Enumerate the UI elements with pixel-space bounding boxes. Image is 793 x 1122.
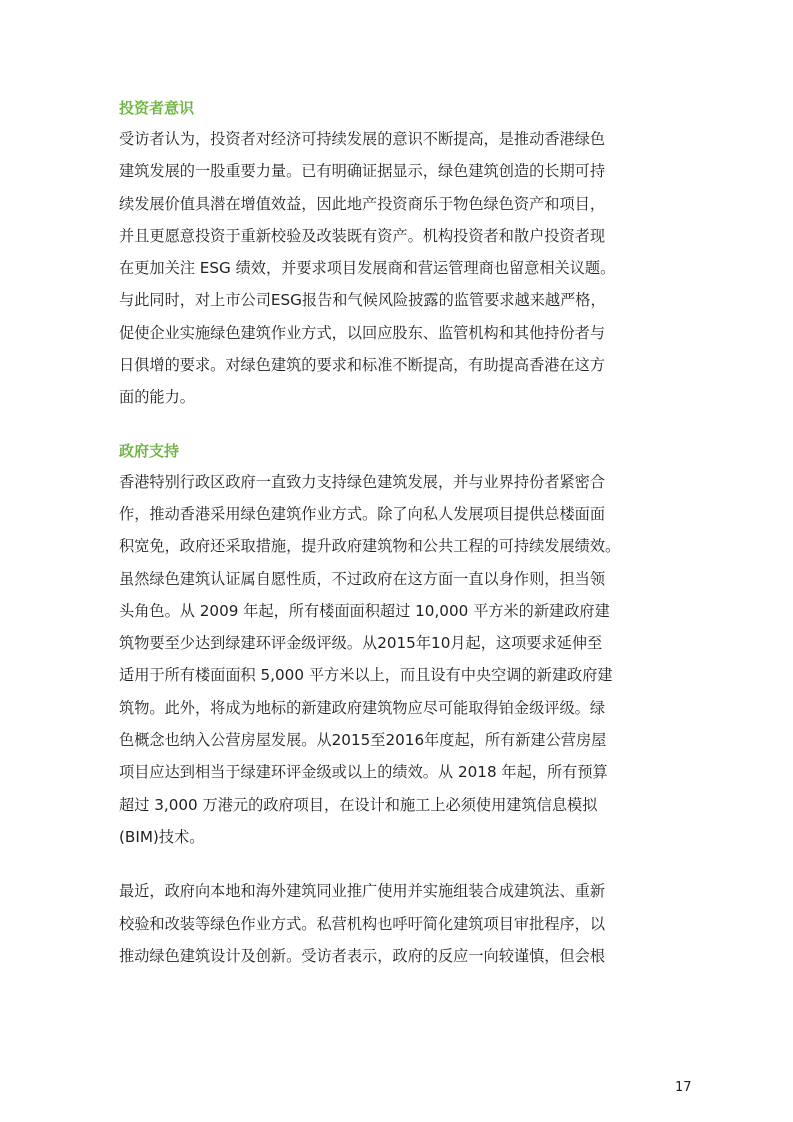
text-line: 作，推动香港采用绿色建筑作业方式。除了向私人发展项目提供总楼面面	[119, 504, 605, 523]
page-number: 17	[675, 1080, 692, 1095]
text-line: 筑物要至少达到绿建环评金级评级。从2015年10月起，这项要求延伸至	[119, 634, 603, 653]
text-line: 并且更愿意投资于重新校验及改装既有资产。机构投资者和散户投资者现	[119, 226, 605, 245]
text-line: 受访者认为，投资者对经济可持续发展的意识不断提高，是推动香港绿色	[119, 130, 605, 148]
text-line: 超过 3,000 万港元的政府项目，在设计和施工上必须使用建筑信息模拟	[119, 795, 598, 814]
page-content	[119, 93, 693, 972]
text-line: 头角色。从 2009 年起，所有楼面面积超过 10,000 平方米的新建政府建	[119, 601, 610, 620]
text-line: 促使企业实施绿色建筑作业方式，以回应股东、监管机构和其他持份者与	[119, 323, 605, 342]
text-line: 日俱增的要求。对绿色建筑的要求和标准不断提高，有助提高香港在这方	[119, 356, 605, 375]
text-line: 校验和改装等绿色作业方式。私营机构也呼吁简化建筑项目审批程序，以	[119, 914, 605, 933]
text-line: 适用于所有楼面面积 5,000 平方米以上，而且设有中央空调的新建政府建	[119, 666, 613, 685]
text-line: 与此同时，对上市公司ESG报告和气候风险披露的监管要求越来越严格，	[119, 291, 606, 310]
text-line: 色概念也纳入公营房屋发展。从2015至2016年度起，所有新建公营房屋	[119, 731, 607, 750]
text-line: 面的能力。	[119, 388, 195, 407]
text-line: 虽然绿色建筑认证属自愿性质，不过政府在这方面一直以身作则，担当领	[119, 569, 605, 588]
text-line: 推动绿色建筑设计及创新。受访者表示，政府的反应一向较谨慎，但会根	[119, 946, 605, 965]
text-line: (BIM)技术。	[119, 827, 205, 846]
section-heading-investor-awareness: 投资者意识	[119, 99, 195, 117]
section-spacer	[119, 414, 693, 436]
paragraph-spacer	[119, 853, 693, 875]
paragraph-recent-developments	[119, 875, 693, 972]
paragraph-government-support	[119, 466, 693, 854]
text-line: 项目应达到相当于绿建环评金级或以上的绩效。从 2018 年起，所有预算	[119, 763, 608, 782]
text-line: 续发展价值具潜在增值效益，因此地产投资商乐于物色绿色资产和项目，	[119, 194, 605, 213]
text-line: 香港特别行政区政府一直致力支持绿色建筑发展，并与业界持份者紧密合	[119, 472, 605, 491]
text-line: 建筑发展的一股重要力量。已有明确证据显示，绿色建筑创造的长期可持	[119, 162, 605, 181]
section-heading-government-support: 政府支持	[119, 441, 180, 460]
text-line: 最近，政府向本地和海外建筑同业推广使用并实施组装合成建筑法、重新	[119, 882, 605, 901]
text-line: 筑物。此外，将成为地标的新建政府建筑物应尽可能取得铂金级评级。绿	[119, 698, 605, 717]
text-line: 积宽免，政府还采取措施，提升政府建筑物和公共工程的可持续发展绩效。	[119, 537, 621, 556]
text-line: 在更加关注 ESG 绩效，并要求项目发展商和营运管理商也留意相关议题。	[119, 259, 616, 278]
paragraph-investor-awareness	[119, 123, 693, 414]
